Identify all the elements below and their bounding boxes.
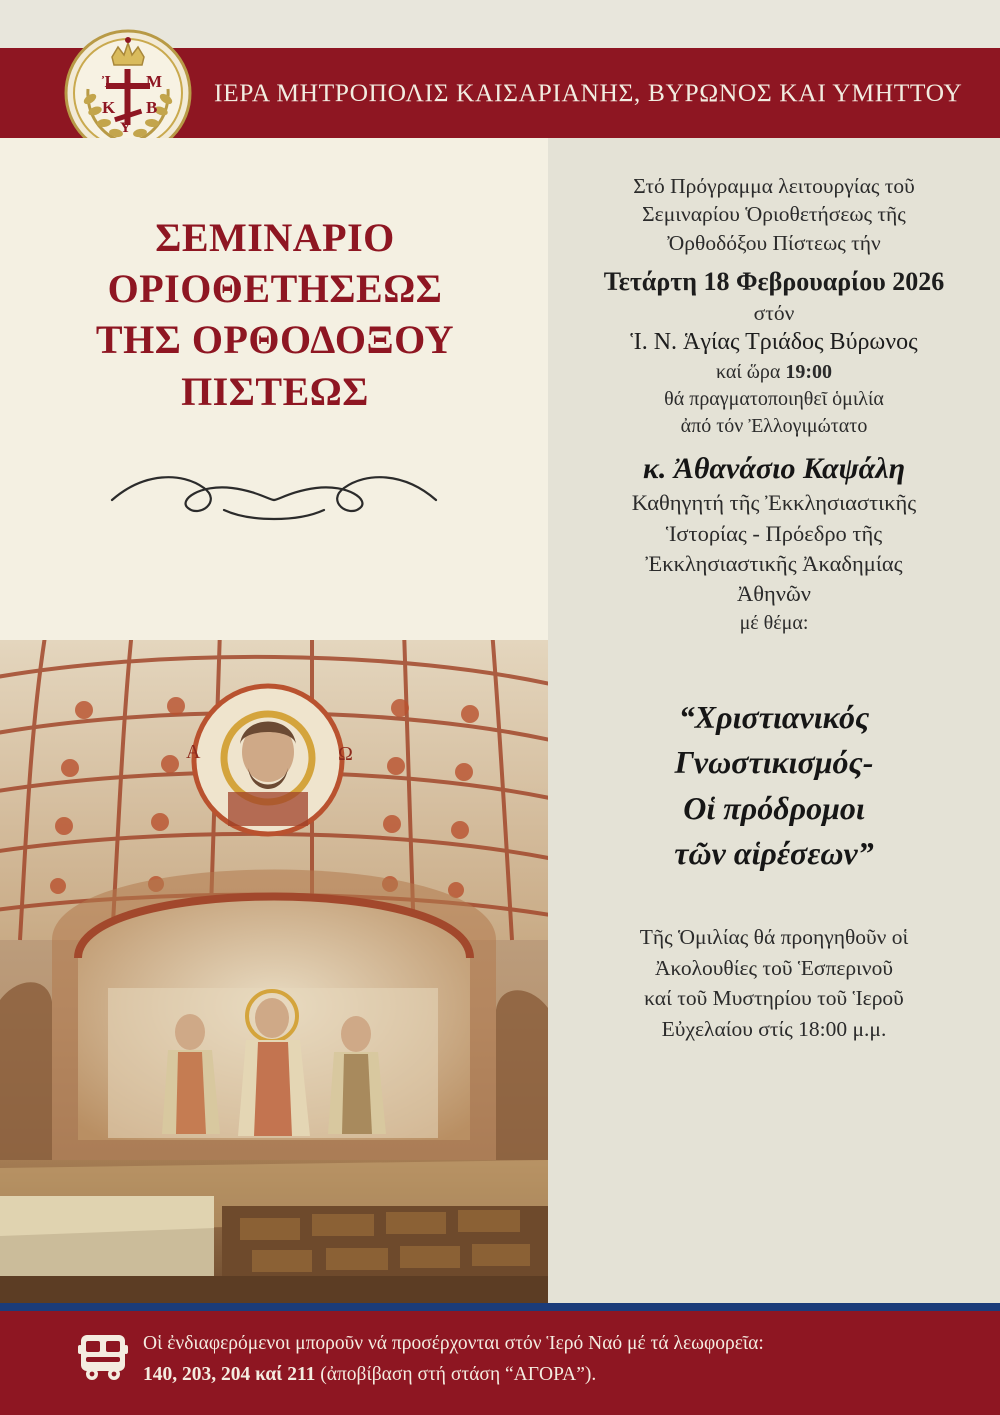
ornamental-flourish-icon [104, 470, 444, 526]
event-time-prefix: καί ὥρα [715, 360, 786, 383]
closing-line-2: Ἀκολουθίες τοῦ Ἑσπερινοῦ [654, 955, 894, 980]
intro-line-1: Στό Πρόγραμμα λειτουργίας τοῦ [633, 174, 915, 198]
svg-text:Μ: Μ [146, 72, 163, 91]
theme-line-2: Γνωστικισμός- [674, 744, 874, 781]
speaker-role-line-3: Ἐκκλησιαστικῆς Ἀκαδημίας [645, 551, 903, 577]
event-time: 19:00 [785, 360, 833, 383]
event-date: Τετάρτη 18 Φεβρουαρίου 2026 [603, 267, 945, 297]
theme-line-4: τῶν αἱρέσεων” [674, 834, 874, 871]
seminar-title-line-1: ΣΕΜΙΝΑΡΙΟ [155, 215, 395, 260]
event-venue: Ἱ. Ν. Ἁγίας Τριάδος Βύρωνος [630, 329, 918, 356]
footer-line-2 [143, 1359, 943, 1390]
page-title [40, 212, 510, 417]
speaker-role-line-2: Ἱστορίας - Πρόεδρο τῆς [665, 520, 883, 546]
lecture-theme [568, 695, 980, 877]
footer-text [143, 1328, 943, 1390]
svg-text:Α: Α [186, 741, 201, 763]
seminar-title-line-2: ΟΡΙΟΘΕΤΗΣΕΩΣ [107, 266, 443, 312]
theme-line-1: “Χριστιανικός [678, 698, 870, 735]
bus-icon [75, 1327, 131, 1383]
divider-rule [0, 1303, 1000, 1311]
event-time-row [568, 359, 980, 386]
seminar-title-line-3: ΤΗΣ ΟΡΘΟΔΟΞΟΥ [95, 317, 455, 363]
closing-line-3: καί τοῦ Μυστηρίου τοῦ Ἱεροῦ [644, 986, 904, 1011]
svg-text:Υ: Υ [120, 120, 131, 136]
speaker-role-line-4: Ἀθηνῶν [737, 581, 811, 607]
seminar-title-line-4: ΠΙΣΤΕΩΣ [181, 368, 369, 414]
intro-line-3: Ὀρθοδόξου Πίστεως τήν [667, 230, 881, 255]
svg-text:Κ: Κ [102, 98, 116, 117]
right-column [548, 138, 1000, 1303]
by-line: ἀπό τόν Ἐλλογιμώτατο [680, 414, 868, 437]
footer-line-1: Οἱ ἐνδιαφερόμενοι μποροῦν νά προσέρχονται στόν Ἱερό Ναό μέ τά λεωφορεῖα: [143, 1333, 764, 1354]
speaker-role-line-1: Καθηγητή τῆς Ἐκκλησιαστικῆς [631, 490, 917, 516]
at-word: στόν [753, 300, 795, 325]
svg-text:Ω: Ω [338, 743, 353, 765]
bus-stop-note: (ἀποβίβαση στή στάση “ΑΓΟΡΑ”). [315, 1364, 597, 1386]
closing-line-1: Τῆς Ὁμιλίας θά προηγηθοῦν οἱ [639, 925, 909, 950]
svg-text:Β: Β [146, 98, 158, 117]
theme-line-3: Οἱ πρόδρομοι [683, 789, 865, 826]
speaker-name: κ. Ἀθανάσιο Καψάλη [642, 452, 906, 486]
svg-text:Ἰ: Ἰ [102, 72, 111, 91]
catacomb-fresco-photo [0, 640, 548, 1303]
closing-line-4: Εὐχελαίου στίς 18:00 μ.μ. [661, 1016, 887, 1041]
bus-numbers: 140, 203, 204 καί 211 [143, 1364, 316, 1386]
intro-line-2: Σεμιναρίου Ὁριοθετήσεως τῆς [642, 202, 906, 227]
topic-label: μέ θέμα: [739, 611, 809, 634]
lecture-line: θά πραγματοποιηθεῖ ὁμιλία [664, 387, 884, 410]
header-title: ΙΕΡΑ ΜΗΤΡΟΠΟΛΙΣ ΚΑΙΣΑΡΙΑΝΗΣ, ΒΥΡΩΝΟΣ ΚΑΙ ΥΜΗΤΤΟΥ [214, 78, 963, 107]
